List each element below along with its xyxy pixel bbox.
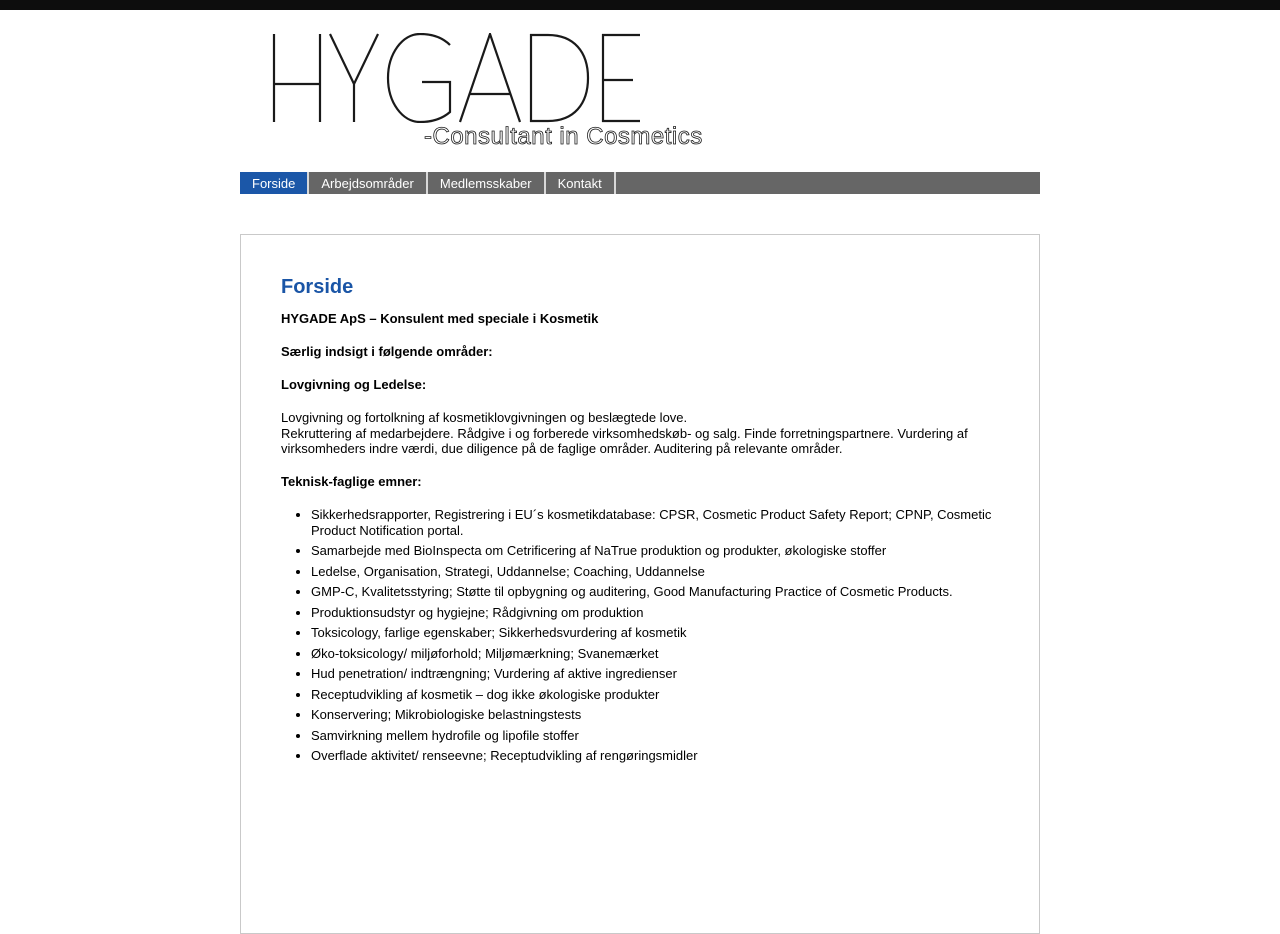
nav-item-forside[interactable] bbox=[240, 172, 309, 194]
logo-tagline-text: -Consultant in Cosmetics bbox=[424, 123, 703, 150]
paragraph-line: Lovgivning og fortolkning af kosmetiklovgivningen og beslægtede love. bbox=[281, 410, 688, 425]
intro-line-company: HYGADE ApS – Konsulent med speciale i Kosmetik bbox=[281, 311, 599, 326]
list-item: • Samvirkning mellem hydrofile og lipofile stoffer bbox=[311, 728, 1006, 744]
nav-item-medlemsskaber[interactable] bbox=[428, 172, 546, 194]
list-item: • Receptudvikling af kosmetik – dog ikke økologiske produkter bbox=[311, 687, 1006, 703]
section-heading-technical-topics: Teknisk-faglige emner: bbox=[281, 473, 422, 489]
list-item: • Ledelse, Organisation, Strategi, Uddannelse; Coaching, Uddannelse bbox=[311, 564, 1006, 580]
list-item: • Konservering; Mikrobiologiske belastningstests bbox=[311, 707, 1006, 723]
section-law-management-text bbox=[281, 410, 1006, 457]
hygade-logo-lettering bbox=[272, 33, 642, 123]
nav-item-label: Arbejdsområder bbox=[321, 175, 414, 191]
nav-item-label: Medlemsskaber bbox=[439, 175, 532, 191]
list-item: • Sikkerhedsrapporter, Registrering i EU´s kosmetikdatabase: CPSR, Cosmetic Product Safety Report; CPNP, Cosmetic Product Notification portal. bbox=[311, 507, 1006, 539]
top-bar bbox=[0, 0, 1280, 10]
list-item: • Hud penetration/ indtrængning; Vurdering af aktive ingredienser bbox=[311, 666, 1006, 682]
list-item: • Overflade aktivitet/ renseevne; Receptudvikling af rengøringsmidler bbox=[311, 748, 1006, 764]
paragraph-line: Rekruttering af medarbejdere. Rådgive i og forberede virksomhedskøb- og salg. Finde forretningspartnere. Vurdering af virksomheders indre værdi, due diligence på de faglige områder. Auditering på relevante områder. bbox=[281, 425, 968, 456]
intro-line-insight: Særlig indsigt i følgende områder: bbox=[281, 344, 493, 359]
nav-item-arbejdsområder[interactable] bbox=[309, 172, 428, 194]
logo-tagline bbox=[422, 120, 722, 154]
list-item: • GMP-C, Kvalitetsstyring; Støtte til opbygning og auditering, Good Manufacturing Practice of Cosmetic Products. bbox=[311, 584, 1006, 600]
nav-item-kontakt[interactable] bbox=[546, 172, 616, 194]
section-heading-law-management: Lovgivning og Ledelse: bbox=[281, 377, 427, 392]
nav-item-label: Forside bbox=[252, 175, 296, 191]
page-title: Forside bbox=[281, 276, 354, 298]
list-item: • Produktionsudstyr og hygiejne; Rådgivning om produktion bbox=[311, 605, 1006, 621]
main-nav bbox=[240, 172, 1040, 194]
list-item: • Øko-toksicology/ miljøforhold; Miljømærkning; Svanemærket bbox=[311, 646, 1006, 662]
content-box bbox=[240, 234, 1040, 934]
site-logo[interactable] bbox=[272, 33, 703, 158]
list-item: • Toksicology, farlige egenskaber; Sikkerhedsvurdering af kosmetik bbox=[311, 625, 1006, 641]
list-item: • Samarbejde med BioInspecta om Cetrificering af NaTrue produktion og produkter, økologiske stoffer bbox=[311, 543, 1006, 559]
nav-item-label: Kontakt bbox=[557, 175, 602, 191]
technical-topics-list bbox=[281, 507, 1006, 765]
